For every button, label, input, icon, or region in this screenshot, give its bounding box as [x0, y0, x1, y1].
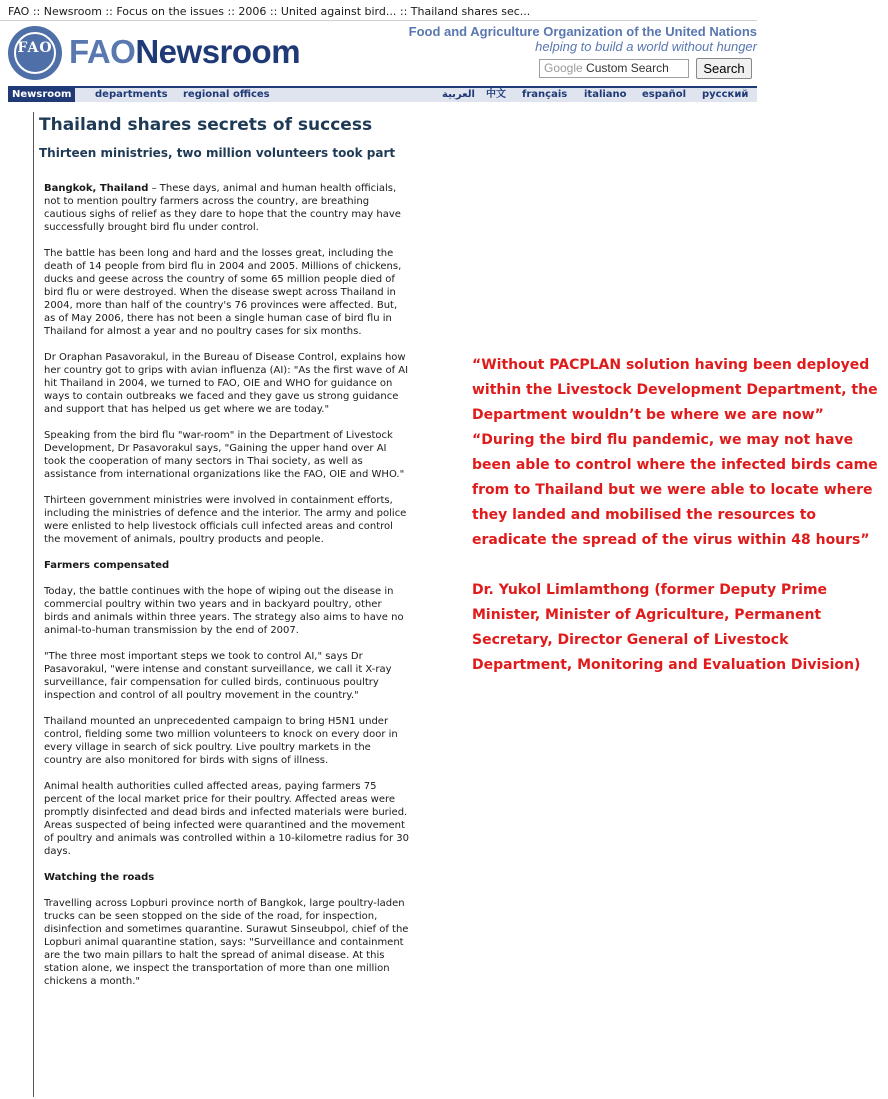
testimonial-quote	[472, 353, 888, 678]
nav-lang-french[interactable]: français	[522, 89, 568, 100]
org-subtitle: helping to build a world without hunger	[535, 39, 757, 54]
article-paragraph: Thailand mounted an unprecedented campaign to bring H5N1 under control, fielding some two million volunteers to knock on every door in every village in search of sick poultry. Live poultry markets in the country are also monitored for birds with signs of illness.	[44, 716, 398, 766]
article-paragraph: Speaking from the bird flu "war-room" in the Department of Livestock Development, Dr Pasavorakul says, "Gaining the upper hand over AI took the cooperation of many sectors in Thai society, as well as assistance from international organizations like the FAO, OIE and WHO."	[44, 430, 405, 480]
nav-departments[interactable]: departments	[95, 89, 168, 100]
brand-newsroom: Newsroom	[135, 33, 301, 70]
search-button[interactable]: Search	[696, 58, 752, 79]
breadcrumb-newsroom[interactable]: Newsroom	[43, 5, 102, 18]
brand-title[interactable]	[69, 32, 300, 72]
nav-lang-spanish[interactable]: español	[642, 89, 687, 100]
breadcrumb-focus[interactable]: Focus on the issues	[116, 5, 224, 18]
quote-attribution: Dr. Yukol Limlamthong (former Deputy Prime Minister, Minister of Agriculture, Permanent Secretary, Director General of Livestock Department, Monitoring and Evaluation Division)	[472, 582, 861, 673]
breadcrumb-sep: ::	[105, 5, 113, 18]
quote-1: “Without PACPLAN solution having been deployed within the Livestock Development Department, the Department wouldn’t be where we are now”	[472, 357, 878, 423]
nav-bar	[8, 86, 757, 102]
search-input[interactable]	[539, 59, 689, 78]
nav-regional-offices[interactable]: regional offices	[183, 89, 270, 100]
article-body	[44, 182, 409, 1001]
nav-lang-italian[interactable]: italiano	[584, 89, 627, 100]
breadcrumb	[8, 5, 530, 18]
article-paragraph: Thirteen government ministries were involved in containment efforts, including the ministries of defence and the interior. The army and police were enlisted to help livestock officials cull infected areas and control the movement of animals, poultry products and people.	[44, 495, 407, 545]
google-label: Google	[544, 61, 583, 75]
nav-newsroom[interactable]: Newsroom	[8, 88, 75, 102]
article-paragraph: Animal health authorities culled affected areas, paying farmers 75 percent of the local market price for their poultry. Affected areas were promptly disinfected and dead birds and infected materials were buried. Areas suspected of being infected were quarantined and the movement of poultry and animals was controlled within a 10-kilometre radius for 30 days.	[44, 781, 410, 857]
content-divider	[33, 112, 34, 1097]
dateline: Bangkok, Thailand	[44, 183, 149, 194]
page-subtitle: Thirteen ministries, two million volunteers took part	[39, 146, 396, 160]
nav-lang-arabic[interactable]: العربية	[442, 89, 475, 100]
breadcrumb-sep: ::	[227, 5, 235, 18]
article-paragraph: "The three most important steps we took to control AI," says Dr Pasavorakul, "were intense and constant surveillance, we call it X-ray surveillance, fair compensation for culled birds, continuous poultry inspection and control of all poultry movement in the country."	[44, 651, 392, 701]
header-divider	[0, 20, 757, 21]
nav-lang-russian[interactable]: русский	[702, 89, 749, 100]
article-paragraph: Today, the battle continues with the hope of wiping out the disease in commercial poultry within two years and in backyard poultry, other birds and animals within three years. The strategy also aims to have no animal-to-human transmission by the end of 2007.	[44, 586, 404, 636]
page-title: Thailand shares secrets of success	[39, 115, 373, 135]
logo-text: FAO	[17, 40, 53, 56]
search-placeholder: Custom Search	[586, 61, 669, 75]
brand-fao: FAO	[69, 33, 136, 70]
quote-2: “During the bird flu pandemic, we may not have been able to control where the infected birds came from to Thailand but we were able to locate where they landed and mobilised the resources to eradicate the spread of the virus within 48 hours”	[472, 432, 878, 548]
breadcrumb-fao[interactable]: FAO	[8, 5, 30, 18]
article-paragraph: Travelling across Lopburi province north of Bangkok, large poultry-laden trucks can be seen stopped on the side of the road, for inspection, disinfection and sometimes quarantine. Surawut Sinseubpol, chief of the Lopburi animal quarantine station, says: "Surveillance and containment are the two main pillars to halt the spread of animal disease. At this station alone, we inspect the transportation of more than one million chickens a month."	[44, 898, 409, 987]
org-title[interactable]: Food and Agriculture Organization of the United Nations	[408, 24, 757, 39]
breadcrumb-sep: ::	[269, 5, 278, 18]
breadcrumb-united[interactable]: United against bird...	[280, 5, 397, 18]
breadcrumb-current: Thailand shares sec...	[410, 5, 531, 18]
paragraph-text: – These days, animal and human health officials, not to mention poultry farmers across the country, are breathing cautious sighs of relief as they dare to hope that the country may have successfully brought bird flu under control.	[44, 183, 401, 233]
nav-lang-chinese[interactable]: 中文	[486, 89, 506, 100]
section-heading: Watching the roads	[44, 872, 155, 883]
breadcrumb-2006[interactable]: 2006	[238, 5, 267, 18]
article-paragraph: The battle has been long and hard and the losses great, including the death of 14 people from bird flu in 2004 and 2005. Millions of chickens, ducks and geese across the country of some 65 million people died of bird flu or were destroyed. When the disease swept across Thailand in 2004, more than half of the country's 76 provinces were affected. But, as of May 2006, there has not been a single human case of bird flu in Thailand for almost a year and no poultry cases for six months.	[44, 248, 402, 337]
article-paragraph: Dr Oraphan Pasavorakul, in the Bureau of Disease Control, explains how her country got to grips with avian influenza (AI): "As the first wave of AI hit Thailand in 2004, we turned to FAO, OIE and WHO for guidance on ways to contain outbreaks we faced and they gave us strong guidance and support that has helped us get where we are today."	[44, 352, 409, 415]
article-paragraph	[44, 182, 409, 234]
breadcrumb-sep: ::	[399, 5, 408, 18]
section-heading: Farmers compensated	[44, 560, 170, 571]
fao-logo-icon[interactable]	[8, 26, 62, 80]
breadcrumb-sep: ::	[32, 5, 41, 18]
